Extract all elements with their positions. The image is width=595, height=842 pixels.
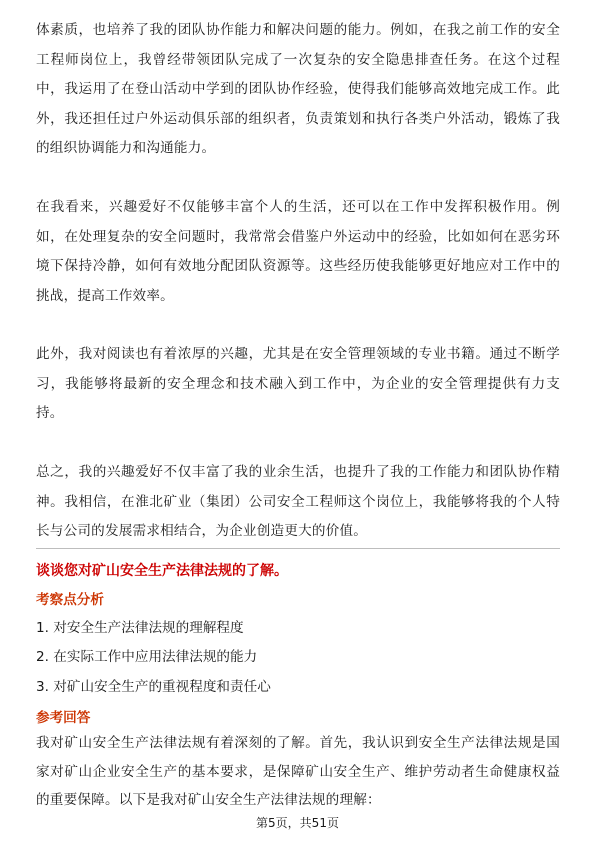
section-divider [36, 548, 560, 549]
body-paragraph: 此外，我对阅读也有着浓厚的兴趣，尤其是在安全管理领域的专业书籍。通过不断学习，我能够将最新的安全理念和技术融入到工作中，为企业的安全管理提供有力支持。 [36, 346, 560, 421]
answer-paragraph: 我对矿山安全生产法律法规有着深刻的了解。首先，我认识到安全生产法律法规是国家对矿山企业安全生产的基本要求，是保障矿山安全生产、维护劳动者生命健康权益的重要保障。以下是我对矿山安全生产法律法规的理解： [36, 735, 560, 808]
body-paragraph: 总之，我的兴趣爱好不仅丰富了我的业余生活，也提升了我的工作能力和团队协作精神。我相信，在淮北矿业（集团）公司安全工程师这个岗位上，我能够将我的个人特长与公司的发展需求相结合，为企业创造更大的价值。 [36, 464, 560, 539]
analysis-point: 1. 对安全生产法律法规的理解程度 [36, 620, 244, 636]
body-paragraph: 在我看来，兴趣爱好不仅能够丰富个人的生活，还可以在工作中发挥积极作用。例如，在处理复杂的安全问题时，我常常会借鉴户外运动中的经验，比如如何在恶劣环境下保持冷静，如何有效地分配团队资源等。这些经历使我能够更好地应对工作中的挑战，提高工作效率。 [36, 199, 560, 304]
analysis-heading: 考察点分析 [36, 592, 104, 608]
answer-heading: 参考回答 [36, 710, 91, 726]
analysis-point: 2. 在实际工作中应用法律法规的能力 [36, 649, 258, 665]
page-number: 第5页，共51页 [256, 816, 339, 830]
analysis-point: 3. 对矿山安全生产的重视程度和责任心 [36, 679, 271, 695]
question-title: 谈谈您对矿山安全生产法律法规的了解。 [36, 563, 288, 579]
body-paragraph: 体素质，也培养了我的团队协作能力和解决问题的能力。例如，在我之前工作的安全工程师岗位上，我曾经带领团队完成了一次复杂的安全隐患排查任务。在这个过程中，我运用了在登山活动中学到的团队协作经验，使得我们能够高效地完成工作。此外，我还担任过户外运动俱乐部的组织者，负责策划和执行各类户外活动，锻炼了我的组织协调能力和沟通能力。 [36, 22, 560, 156]
